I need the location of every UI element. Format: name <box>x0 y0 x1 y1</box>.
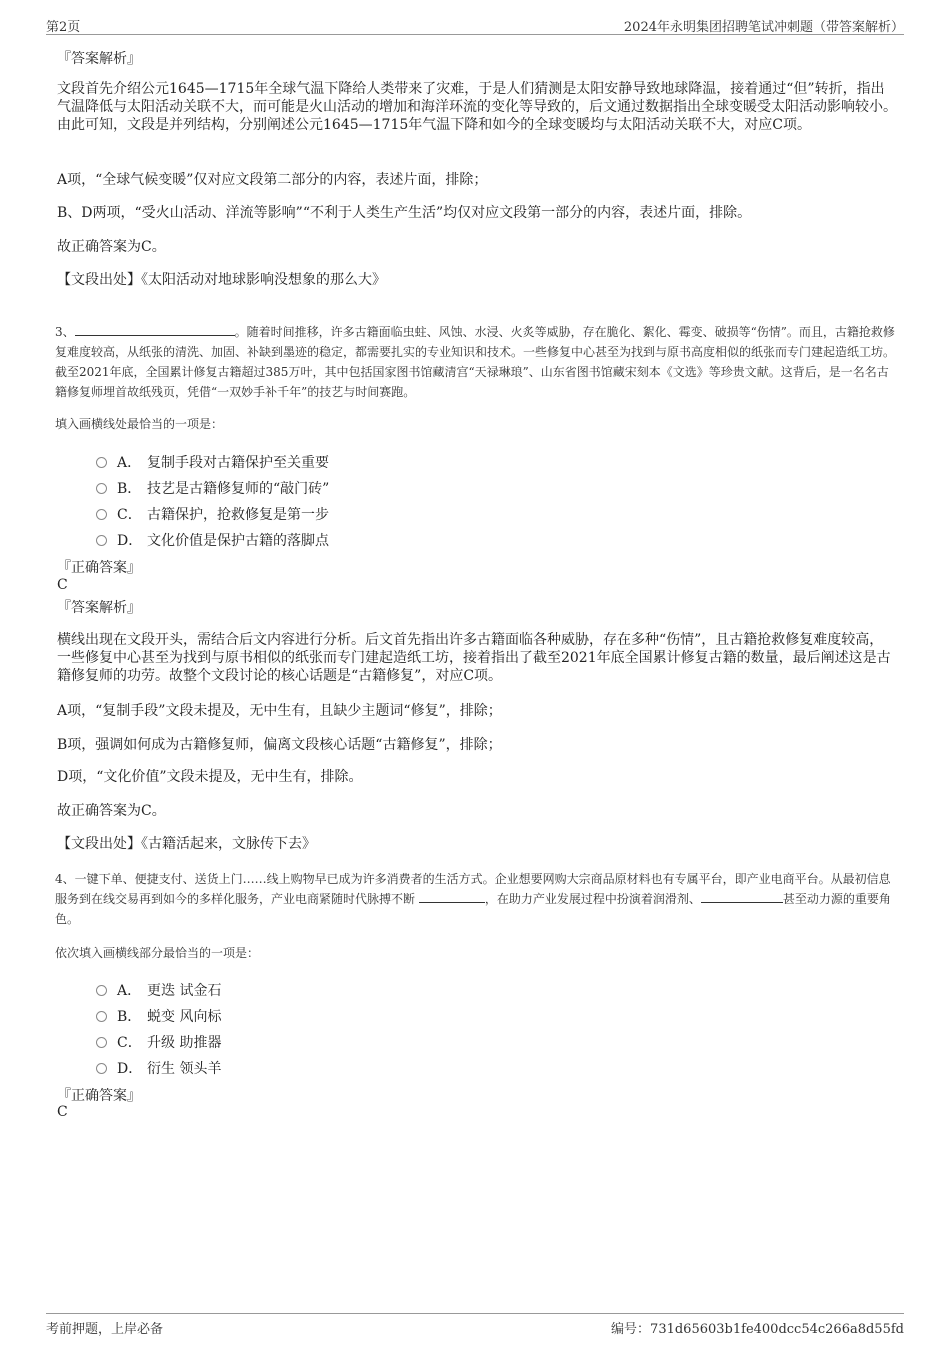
answer-blank <box>75 323 235 336</box>
passage-source: 【文段出处】《太阳活动对地球影响没想象的那么大》 <box>57 272 386 288</box>
option-key: C． <box>117 1035 142 1051</box>
footer-slogan: 考前押题，上岸必备 <box>46 1322 164 1337</box>
analysis-option-a: A项，“复制手段”文段未提及，无中生有，且缺少主题词“修复”，排除； <box>57 703 502 719</box>
option-key: A． <box>117 455 142 471</box>
document-id: 编号：731d65603b1fe400dcc54c266a8d55fd <box>611 1322 904 1337</box>
option-d[interactable] <box>96 1058 221 1078</box>
question-number: 4、 <box>55 872 75 886</box>
question-text: 一键下单、便捷支付、送货上门……线上购物早已成为许多消费者的生活方式。企业想要网购大宗商品原材料也有专属平台，即产业电商平台。从最初信息服务到在线交易再到如今的多样化服务，产业电商紧随时代脉搏不断 <box>55 872 891 906</box>
option-d[interactable] <box>96 530 329 550</box>
option-c[interactable] <box>96 504 329 524</box>
option-key: B． <box>117 481 142 497</box>
question-text: 甚至动力源的重要角色。 <box>55 892 891 926</box>
radio-icon[interactable] <box>96 483 107 494</box>
option-key: A． <box>117 983 142 999</box>
radio-icon[interactable] <box>96 457 107 468</box>
option-text: 复制手段对古籍保护至关重要 <box>147 455 329 471</box>
radio-icon[interactable] <box>96 1063 107 1074</box>
analysis-label: 『答案解析』 <box>57 51 141 67</box>
option-key: C． <box>117 507 142 523</box>
option-key: B． <box>117 1009 142 1025</box>
option-text: 升级 助推器 <box>147 1035 222 1051</box>
answer-blank <box>701 890 783 903</box>
radio-icon[interactable] <box>96 985 107 996</box>
answer-label: 『正确答案』 <box>57 560 141 576</box>
option-key: D． <box>117 533 143 549</box>
answer-value: C <box>57 577 68 593</box>
question-3-stem <box>55 322 900 402</box>
option-a[interactable] <box>96 980 221 1000</box>
option-text: 衍生 领头羊 <box>147 1061 222 1077</box>
option-text: 古籍保护，抢救修复是第一步 <box>147 507 329 523</box>
radio-icon[interactable] <box>96 535 107 546</box>
radio-icon[interactable] <box>96 1037 107 1048</box>
page-footer <box>46 1313 904 1337</box>
option-text: 蜕变 风向标 <box>147 1009 222 1025</box>
analysis-option-a: A项，“全球气候变暖”仅对应文段第二部分的内容，表述片面，排除； <box>57 172 488 188</box>
analysis-conclusion: 故正确答案为C。 <box>57 803 166 819</box>
option-b[interactable] <box>96 478 329 498</box>
page-number: 第2页 <box>46 20 81 35</box>
page-header <box>46 14 904 35</box>
analysis-conclusion: 故正确答案为C。 <box>57 239 166 255</box>
analysis-text: 文段首先介绍公元1645—1715年全球气温下降给人类带来了灾难，于是人们猜测是太阳安静导致地球降温，接着通过“但”转折，指出气温降低与太阳活动关联不大，而可能是火山活动的增加和海洋环流的变化等导致的，后文通过数据指出全球变暖受太阳活动影响较小。由此可知，文段是并列结构，分别阐述公元1645—1715年气温下降和如今的全球变暖均与太阳活动关联不大，对应C项。 <box>57 81 897 133</box>
analysis-option-d: D项，“文化价值”文段未提及，无中生有，排除。 <box>57 769 363 785</box>
question-4-stem <box>55 869 900 929</box>
question-text: ，在助力产业发展过程中扮演着润滑剂、 <box>484 892 701 906</box>
option-text: 技艺是古籍修复师的“敲门砖” <box>147 481 330 497</box>
option-b[interactable] <box>96 1006 221 1026</box>
passage-source: 【文段出处】《古籍活起来，文脉传下去》 <box>57 836 316 852</box>
answer-blank <box>419 890 485 903</box>
analysis-label: 『答案解析』 <box>57 600 141 616</box>
question-3-prompt: 填入画横线处最恰当的一项是： <box>55 417 224 431</box>
option-key: D． <box>117 1061 143 1077</box>
option-text: 更迭 试金石 <box>147 983 222 999</box>
answer-label: 『正确答案』 <box>57 1088 141 1104</box>
answer-value: C <box>57 1104 68 1120</box>
analysis-option-bd: B、D两项，“受火山活动、洋流等影响”“不利于人类生产生活”均仅对应文段第一部分的内容，表述片面，排除。 <box>57 205 752 221</box>
question-4-prompt: 依次填入画横线部分最恰当的一项是： <box>55 946 260 960</box>
radio-icon[interactable] <box>96 509 107 520</box>
radio-icon[interactable] <box>96 1011 107 1022</box>
analysis-text: 横线出现在文段开头，需结合后文内容进行分析。后文首先指出许多古籍面临各种威胁，存在多种“伤情”，且古籍抢救修复难度较高，一些修复中心甚至为找到与原书相似的纸张而专门建起造纸工坊，接着指出了截至2021年底全国累计修复古籍的数量，最后阐述这是古籍修复师的功劳。故整个文段讨论的核心话题是“古籍修复”，对应C项。 <box>57 632 891 684</box>
option-text: 文化价值是保护古籍的落脚点 <box>147 533 329 549</box>
option-c[interactable] <box>96 1032 221 1052</box>
analysis-option-b: B项，强调如何成为古籍修复师，偏离文段核心话题“古籍修复”，排除； <box>57 737 502 753</box>
option-a[interactable] <box>96 452 329 472</box>
question-number: 3、 <box>55 325 75 339</box>
document-title: 2024年永明集团招聘笔试冲刺题（带答案解析） <box>623 20 904 35</box>
question-text: 。随着时间推移，许多古籍面临虫蛀、风蚀、水浸、火炙等威胁，存在脆化、絮化、霉变、破损等“伤情”。而且，古籍抢救修复难度较高，从纸张的清洗、加固、补缺到墨迹的稳定，都需要扎实的专业知识和技术。一些修复中心甚至为找到与原书高度相似的纸张而专门建起造纸工坊。截至2021年底，全国累计修复古籍超过385万叶，其中包括国家图书馆藏清宫“天禄琳琅”、山东省图书馆藏宋刻本《文选》等珍贵文献。这背后，是一名名古籍修复师埋首故纸残页，凭借“一双妙手补千年”的技艺与时间赛跑。 <box>55 325 896 399</box>
